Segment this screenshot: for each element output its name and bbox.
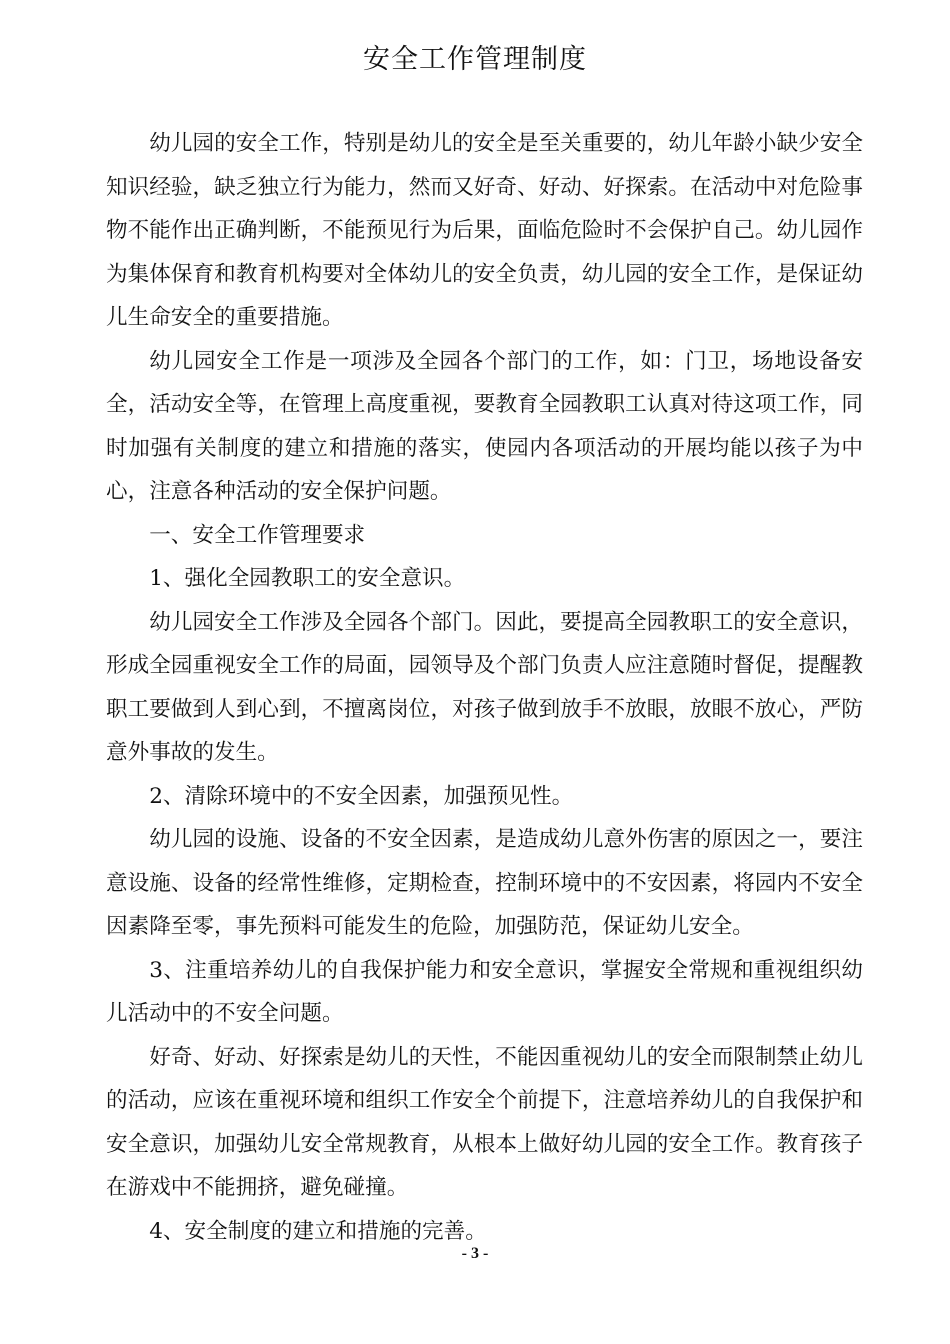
paragraph-intro: 幼儿园的安全工作，特别是幼儿的安全是至关重要的，幼儿年龄小缺少安全知识经验，缺乏独立行为能力，然而又好奇、好动、好探索。在活动中对危险事物不能作出正确判断，不能预见行为后果，面临危险时不会保护自己。幼儿园作为集体保育和教育机构要对全体幼儿的安全负责，幼儿园的安全工作，是保证幼儿生命安全的重要措施。 (106, 131, 863, 330)
item-heading-4: 4、安全制度的建立和措施的完善。 (149, 1218, 487, 1244)
document-body (106, 122, 863, 1253)
section-heading-requirements: 一、安全工作管理要求 (149, 522, 366, 548)
document-title: 安全工作管理制度 (363, 44, 587, 75)
page-number: - 3 - (461, 1245, 489, 1262)
paragraph-overview: 幼儿园安全工作是一项涉及全园各个部门的工作，如：门卫，场地设备安全，活动安全等，在管理上高度重视，要教育全园教职工认真对待这项工作，同时加强有关制度的建立和措施的落实，使园内各项活动的开展均能以孩子为中心，注意各种活动的安全保护问题。 (106, 348, 863, 504)
item-body-3: 好奇、好动、好探索是幼儿的天性，不能因重视幼儿的安全而限制禁止幼儿的活动，应该在重视环境和组织工作安全个前提下，注意培养幼儿的自我保护和安全意识，加强幼儿安全常规教育，从根本上做好幼儿园的安全工作。教育孩子在游戏中不能拥挤，避免碰撞。 (106, 1044, 863, 1200)
item-heading-1: 1、强化全园教职工的安全意识。 (149, 566, 466, 591)
item-heading-3: 3、注重培养幼儿的自我保护能力和安全意识，掌握安全常规和重视组织幼儿活动中的不安全问题。 (106, 957, 863, 1026)
item-body-1: 幼儿园安全工作涉及全园各个部门。因此，要提高全园教职工的安全意识，形成全园重视安全工作的局面，园领导及个部门负责人应注意随时督促，提醒教职工要做到人到心到，不擅离岗位，对孩子做到放手不放眼，放眼不放心，严防意外事故的发生。 (106, 609, 863, 765)
item-body-2: 幼儿园的设施、设备的不安全因素，是造成幼儿意外伤害的原因之一，要注意设施、设备的经常性维修，定期检查，控制环境中的不安因素，将园内不安全因素降至零，事先预料可能发生的危险，加强防范，保证幼儿安全。 (106, 827, 863, 939)
item-heading-2: 2、清除环境中的不安全因素，加强预见性。 (149, 783, 574, 809)
